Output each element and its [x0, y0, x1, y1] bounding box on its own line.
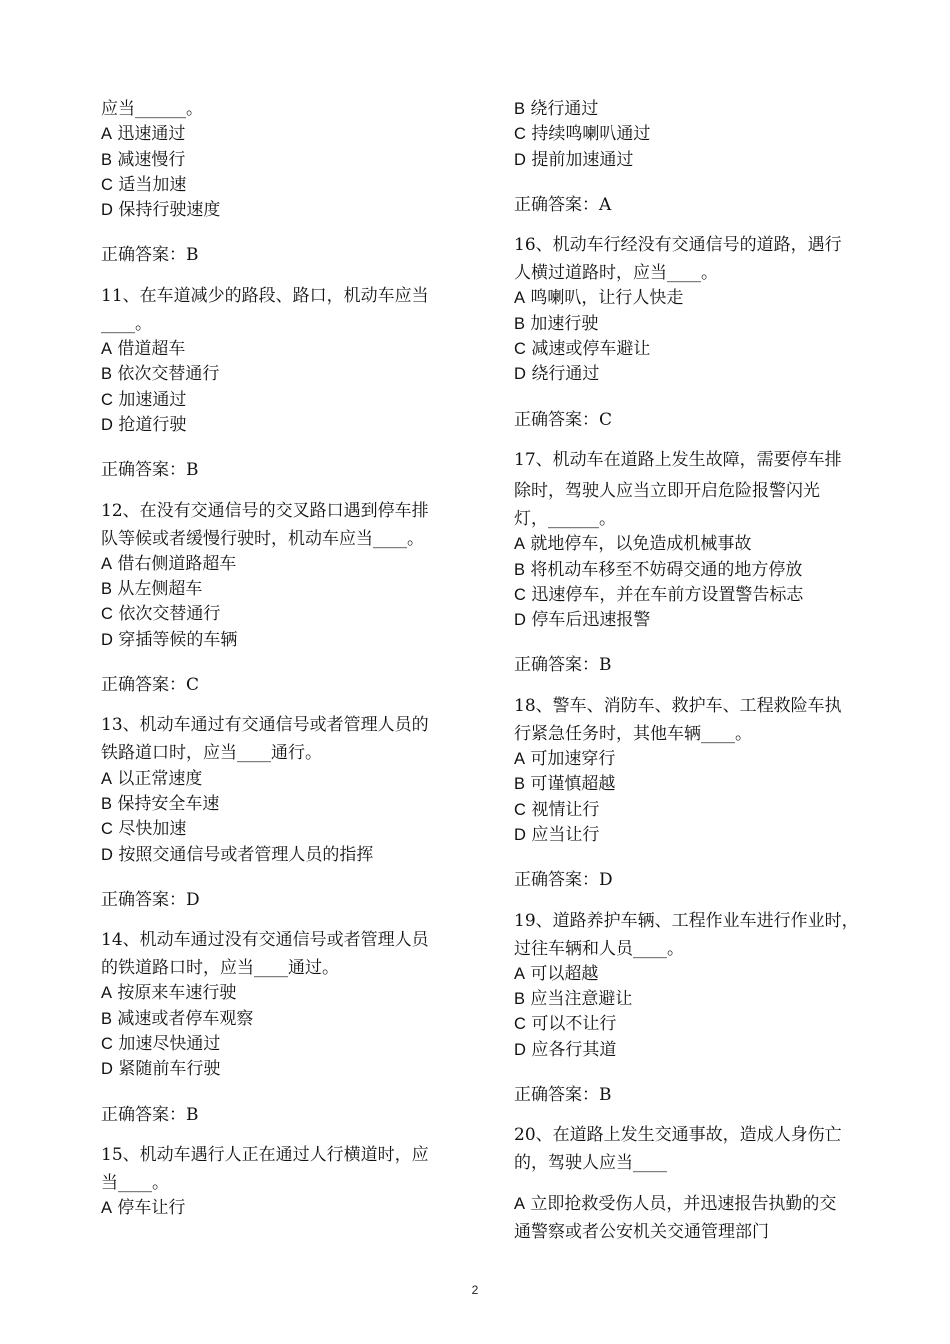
text-line: 应当______。: [101, 99, 203, 119]
answer: [101, 243, 449, 268]
text-line: 20、在道路上发生交通事故，造成人身伤亡: [514, 1125, 842, 1146]
text-line: A 以正常速度: [101, 768, 203, 789]
answer: [101, 458, 449, 483]
option: [101, 173, 449, 198]
text-line: C 加速通过: [101, 389, 187, 410]
text-line: 15、机动车遇行人正在通过人行横道时，应: [101, 1144, 429, 1165]
text-line: D 应当让行: [514, 824, 600, 845]
answer: [101, 1103, 449, 1128]
option: [514, 337, 862, 362]
option: [514, 97, 862, 122]
text-line: D 穿插等候的车辆: [101, 629, 238, 650]
text-line: B 保持安全车速: [101, 793, 220, 814]
question: [514, 230, 862, 286]
text-line: 正确答案：B: [101, 1104, 199, 1125]
answer: [101, 673, 449, 698]
option: [101, 1057, 449, 1082]
option: [514, 608, 862, 633]
option: [101, 767, 449, 792]
option: [101, 817, 449, 842]
text-line: 11、在车道减少的路段、路口，机动车应当: [101, 285, 429, 306]
text-line: D 提前加速通过: [514, 149, 634, 170]
option: [101, 577, 449, 602]
option: [101, 362, 449, 387]
text-line: A 鸣喇叭，让行人快走: [514, 288, 684, 309]
option: [101, 198, 449, 223]
answer: [514, 193, 862, 218]
text-line: C 加速尽快通过: [101, 1034, 221, 1055]
text-line: C 持续鸣喇叭通过: [514, 124, 651, 145]
text-line: A 借道超车: [101, 339, 186, 360]
text-line: 17、机动车在道路上发生故障，需要停车排: [514, 449, 842, 470]
text-line: 当____。: [101, 1172, 169, 1193]
text-line: 的，驾驶人应当____: [514, 1153, 667, 1174]
option: [101, 1196, 449, 1221]
text-line: B 依次交替通行: [101, 364, 220, 385]
option: [101, 1032, 449, 1057]
text-line: 正确答案：B: [514, 1085, 612, 1106]
text-line: 灯，______。: [514, 508, 616, 529]
option: [101, 337, 449, 362]
text-line: ____。: [101, 313, 152, 334]
option: [101, 981, 449, 1006]
option: [514, 362, 862, 387]
text-line: 正确答案：B: [514, 655, 612, 676]
question: [514, 906, 862, 962]
option: [101, 843, 449, 868]
text-line: C 依次交替通行: [101, 604, 221, 625]
option: [101, 388, 449, 413]
question: [514, 445, 862, 532]
option: [101, 792, 449, 817]
text-line: C 尽快加速: [101, 819, 187, 840]
text-line: 正确答案：B: [101, 460, 199, 481]
option: [514, 286, 862, 311]
text-line: D 应各行其道: [514, 1039, 617, 1060]
text-line: C 视情让行: [514, 799, 600, 820]
question: [101, 281, 449, 337]
text-line: 行紧急任务时，其他车辆____。: [514, 723, 752, 744]
answer: [514, 1083, 862, 1108]
text-line: C 可以不让行: [514, 1014, 617, 1035]
text-line: 的铁道路口时，应当____通过。: [101, 958, 339, 979]
text-line: D 绕行通过: [514, 364, 600, 385]
text-line: A 立即抢救受伤人员，并迅速报告执勤的交: [514, 1193, 837, 1214]
left-column: [101, 97, 449, 1222]
answer: [514, 408, 862, 433]
text-line: 16、机动车行经没有交通信号的道路，遇行: [514, 235, 842, 256]
text-line: B 减速或者停车观察: [101, 1008, 254, 1029]
text-line: C 迅速停车，并在车前方设置警告标志: [514, 584, 804, 605]
text-line: D 保持行驶速度: [101, 200, 221, 221]
answer: [514, 868, 862, 893]
text-line: D 抢道行驶: [101, 414, 187, 435]
option: [101, 602, 449, 627]
question: [101, 925, 449, 981]
text-line: B 可谨慎超越: [514, 774, 616, 795]
option: [514, 312, 862, 337]
answer: [101, 888, 449, 913]
option: [101, 148, 449, 173]
page-number: 2: [471, 1283, 479, 1297]
option: [101, 552, 449, 577]
option: [514, 583, 862, 608]
text-line: 人横过道路时，应当____。: [514, 263, 718, 284]
text-line: C 适当加速: [101, 174, 187, 195]
text-line: B 从左侧超车: [101, 579, 203, 600]
text-line: A 迅速通过: [101, 124, 186, 145]
text-line: 正确答案：A: [514, 194, 612, 215]
question: [514, 1120, 862, 1176]
text-line: 通警察或者公安机关交通管理部门: [514, 1221, 769, 1242]
text-line: B 加速行驶: [514, 313, 599, 334]
text-line: 13、机动车通过有交通信号或者管理人员的: [101, 715, 429, 736]
text-line: 铁路道口时，应当____通行。: [101, 743, 322, 764]
option: [514, 772, 862, 797]
option: [514, 962, 862, 987]
text-line: A 就地停车，以免造成机械事故: [514, 534, 752, 555]
text-line: 12、在没有交通信号的交叉路口遇到停车排: [101, 500, 429, 521]
text-line: A 停车让行: [101, 1198, 186, 1219]
text-line: A 借右侧道路超车: [101, 553, 237, 574]
text-line: A 可加速穿行: [514, 749, 616, 770]
option: [514, 122, 862, 147]
option: [514, 747, 862, 772]
text-line: 19、道路养护车辆、工程作业车进行作业时，: [514, 910, 859, 931]
option: [514, 148, 862, 173]
text-line: D 紧随前车行驶: [101, 1059, 221, 1080]
text-line: D 停车后迅速报警: [514, 610, 651, 631]
option: [101, 122, 449, 147]
question: [101, 710, 449, 766]
text-line: 正确答案：D: [101, 889, 200, 910]
text-line: 过往车辆和人员____。: [514, 938, 684, 959]
question: [101, 496, 449, 552]
option: [514, 558, 862, 583]
option: [514, 823, 862, 848]
question: [101, 1140, 449, 1196]
right-column: [514, 97, 862, 1245]
option: [514, 987, 862, 1012]
text-line: B 应当注意避让: [514, 989, 633, 1010]
text-line: B 将机动车移至不妨碍交通的地方停放: [514, 559, 803, 580]
text-line: 队等候或者缓慢行驶时，机动车应当____。: [101, 528, 424, 549]
text-line: A 可以超越: [514, 963, 599, 984]
answer: [514, 653, 862, 678]
option: [514, 532, 862, 557]
option: [514, 1012, 862, 1037]
text-line: 正确答案：B: [101, 245, 199, 266]
option: [514, 798, 862, 823]
text-line: C 减速或停车避让: [514, 339, 651, 360]
text-line: 正确答案：C: [101, 675, 200, 696]
option: [101, 1007, 449, 1032]
question-continuation: [101, 97, 449, 122]
text-line: D 按照交通信号或者管理人员的指挥: [101, 844, 374, 865]
text-line: 14、机动车通过没有交通信号或者管理人员: [101, 930, 429, 951]
text-line: A 按原来车速行驶: [101, 983, 237, 1004]
text-line: B 减速慢行: [101, 149, 186, 170]
question: [514, 691, 862, 747]
text-line: B 绕行通过: [514, 99, 599, 119]
text-line: 除时，驾驶人应当立即开启危险报警闪光: [514, 480, 820, 501]
text-line: 正确答案：D: [514, 870, 613, 891]
text-line: 正确答案：C: [514, 409, 613, 430]
text-line: 18、警车、消防车、救护车、工程救险车执: [514, 695, 842, 716]
option: [101, 413, 449, 438]
option: [101, 628, 449, 653]
question: [514, 1189, 862, 1245]
option: [514, 1038, 862, 1063]
